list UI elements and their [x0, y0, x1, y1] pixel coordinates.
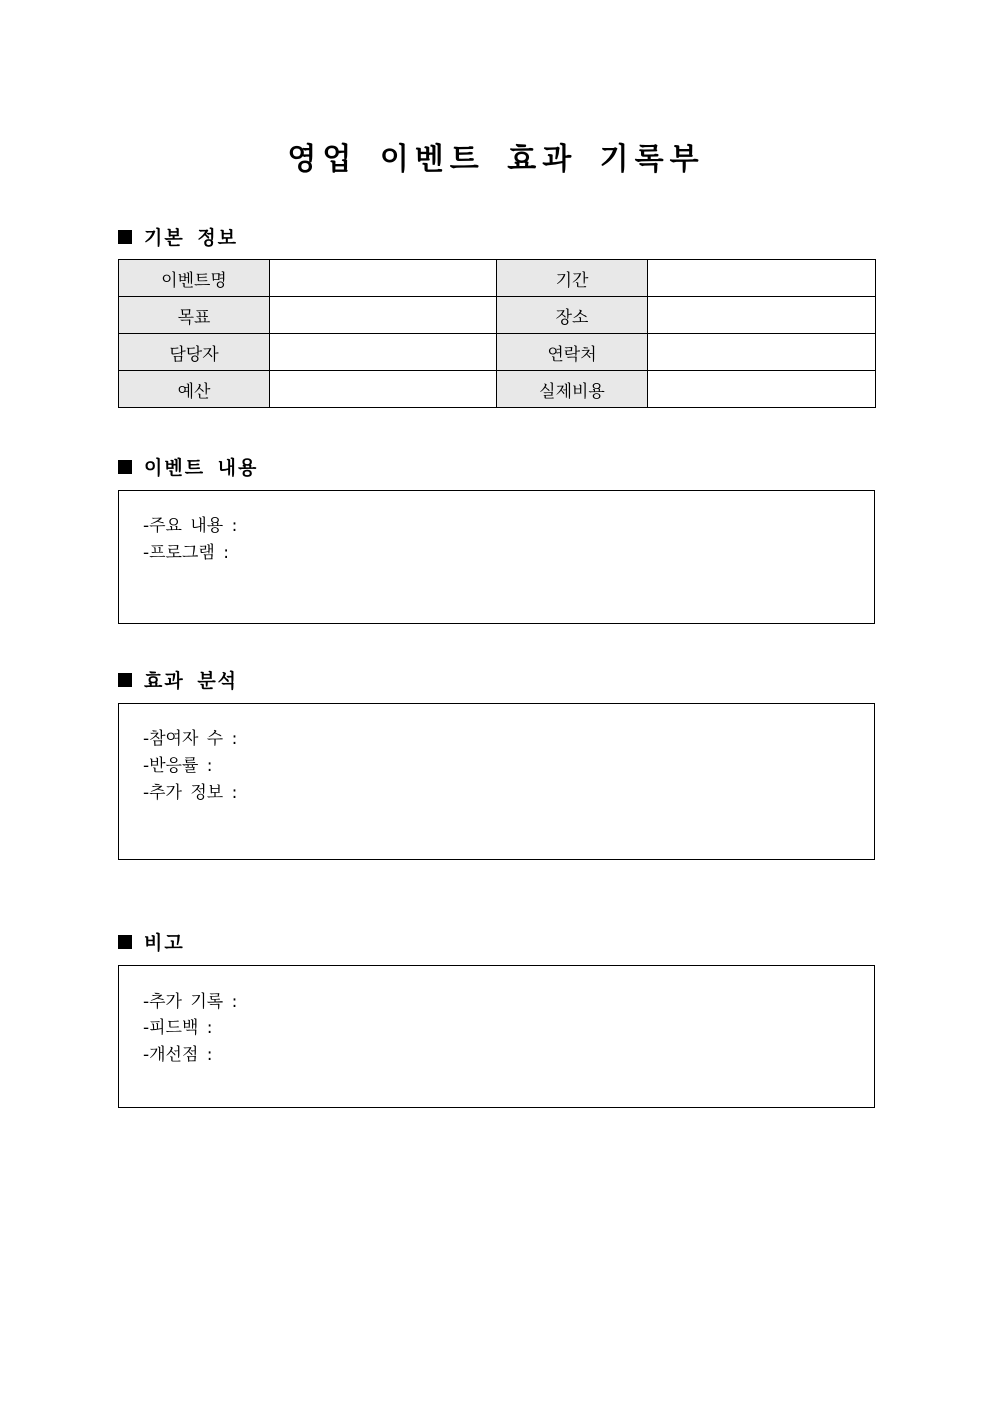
label-manager: 담당자: [119, 334, 270, 371]
section-heading-notes: [118, 928, 185, 955]
improvement-line: -개선점 :: [143, 1045, 213, 1065]
program-line: -프로그램 :: [143, 543, 229, 563]
square-bullet-icon: [118, 673, 132, 687]
field-budget[interactable]: [270, 371, 497, 408]
square-bullet-icon: [118, 460, 132, 474]
table-row: [119, 260, 876, 297]
label-location: 장소: [497, 297, 648, 334]
field-contact[interactable]: [648, 334, 876, 371]
additional-info-line: -추가 정보 :: [143, 783, 238, 803]
label-contact: 연락처: [497, 334, 648, 371]
section-heading-text: 효과 분석: [144, 670, 239, 692]
section-heading-effect-analysis: [118, 666, 238, 693]
section-heading-text: 비고: [144, 932, 185, 954]
additional-record-line: -추가 기록 :: [143, 992, 238, 1012]
table-row: [119, 297, 876, 334]
feedback-line: -피드백 :: [143, 1018, 213, 1038]
label-goal: 목표: [119, 297, 270, 334]
field-manager[interactable]: [270, 334, 497, 371]
square-bullet-icon: [118, 230, 132, 244]
effect-analysis-box[interactable]: [118, 703, 875, 860]
event-content-box[interactable]: [118, 490, 875, 624]
document-title: 영업 이벤트 효과 기록부: [287, 142, 705, 177]
field-period[interactable]: [648, 260, 876, 297]
label-budget: 예산: [119, 371, 270, 408]
participants-line: -참여자 수 :: [143, 729, 238, 749]
section-heading-text: 이벤트 내용: [144, 457, 259, 479]
field-location[interactable]: [648, 297, 876, 334]
table-row: [119, 371, 876, 408]
field-event-name[interactable]: [270, 260, 497, 297]
field-goal[interactable]: [270, 297, 497, 334]
square-bullet-icon: [118, 935, 132, 949]
section-heading-text: 기본 정보: [144, 227, 239, 249]
field-actual-cost[interactable]: [648, 371, 876, 408]
main-content-line: -주요 내용 :: [143, 516, 238, 536]
label-actual-cost: 실제비용: [497, 371, 648, 408]
section-heading-basic-info: [118, 223, 238, 250]
table-row: [119, 334, 876, 371]
label-period: 기간: [497, 260, 648, 297]
basic-info-table: [118, 259, 876, 408]
label-event-name: 이벤트명: [119, 260, 270, 297]
response-rate-line: -반응률 :: [143, 756, 213, 776]
notes-box[interactable]: [118, 965, 875, 1108]
section-heading-event-content: [118, 453, 258, 480]
